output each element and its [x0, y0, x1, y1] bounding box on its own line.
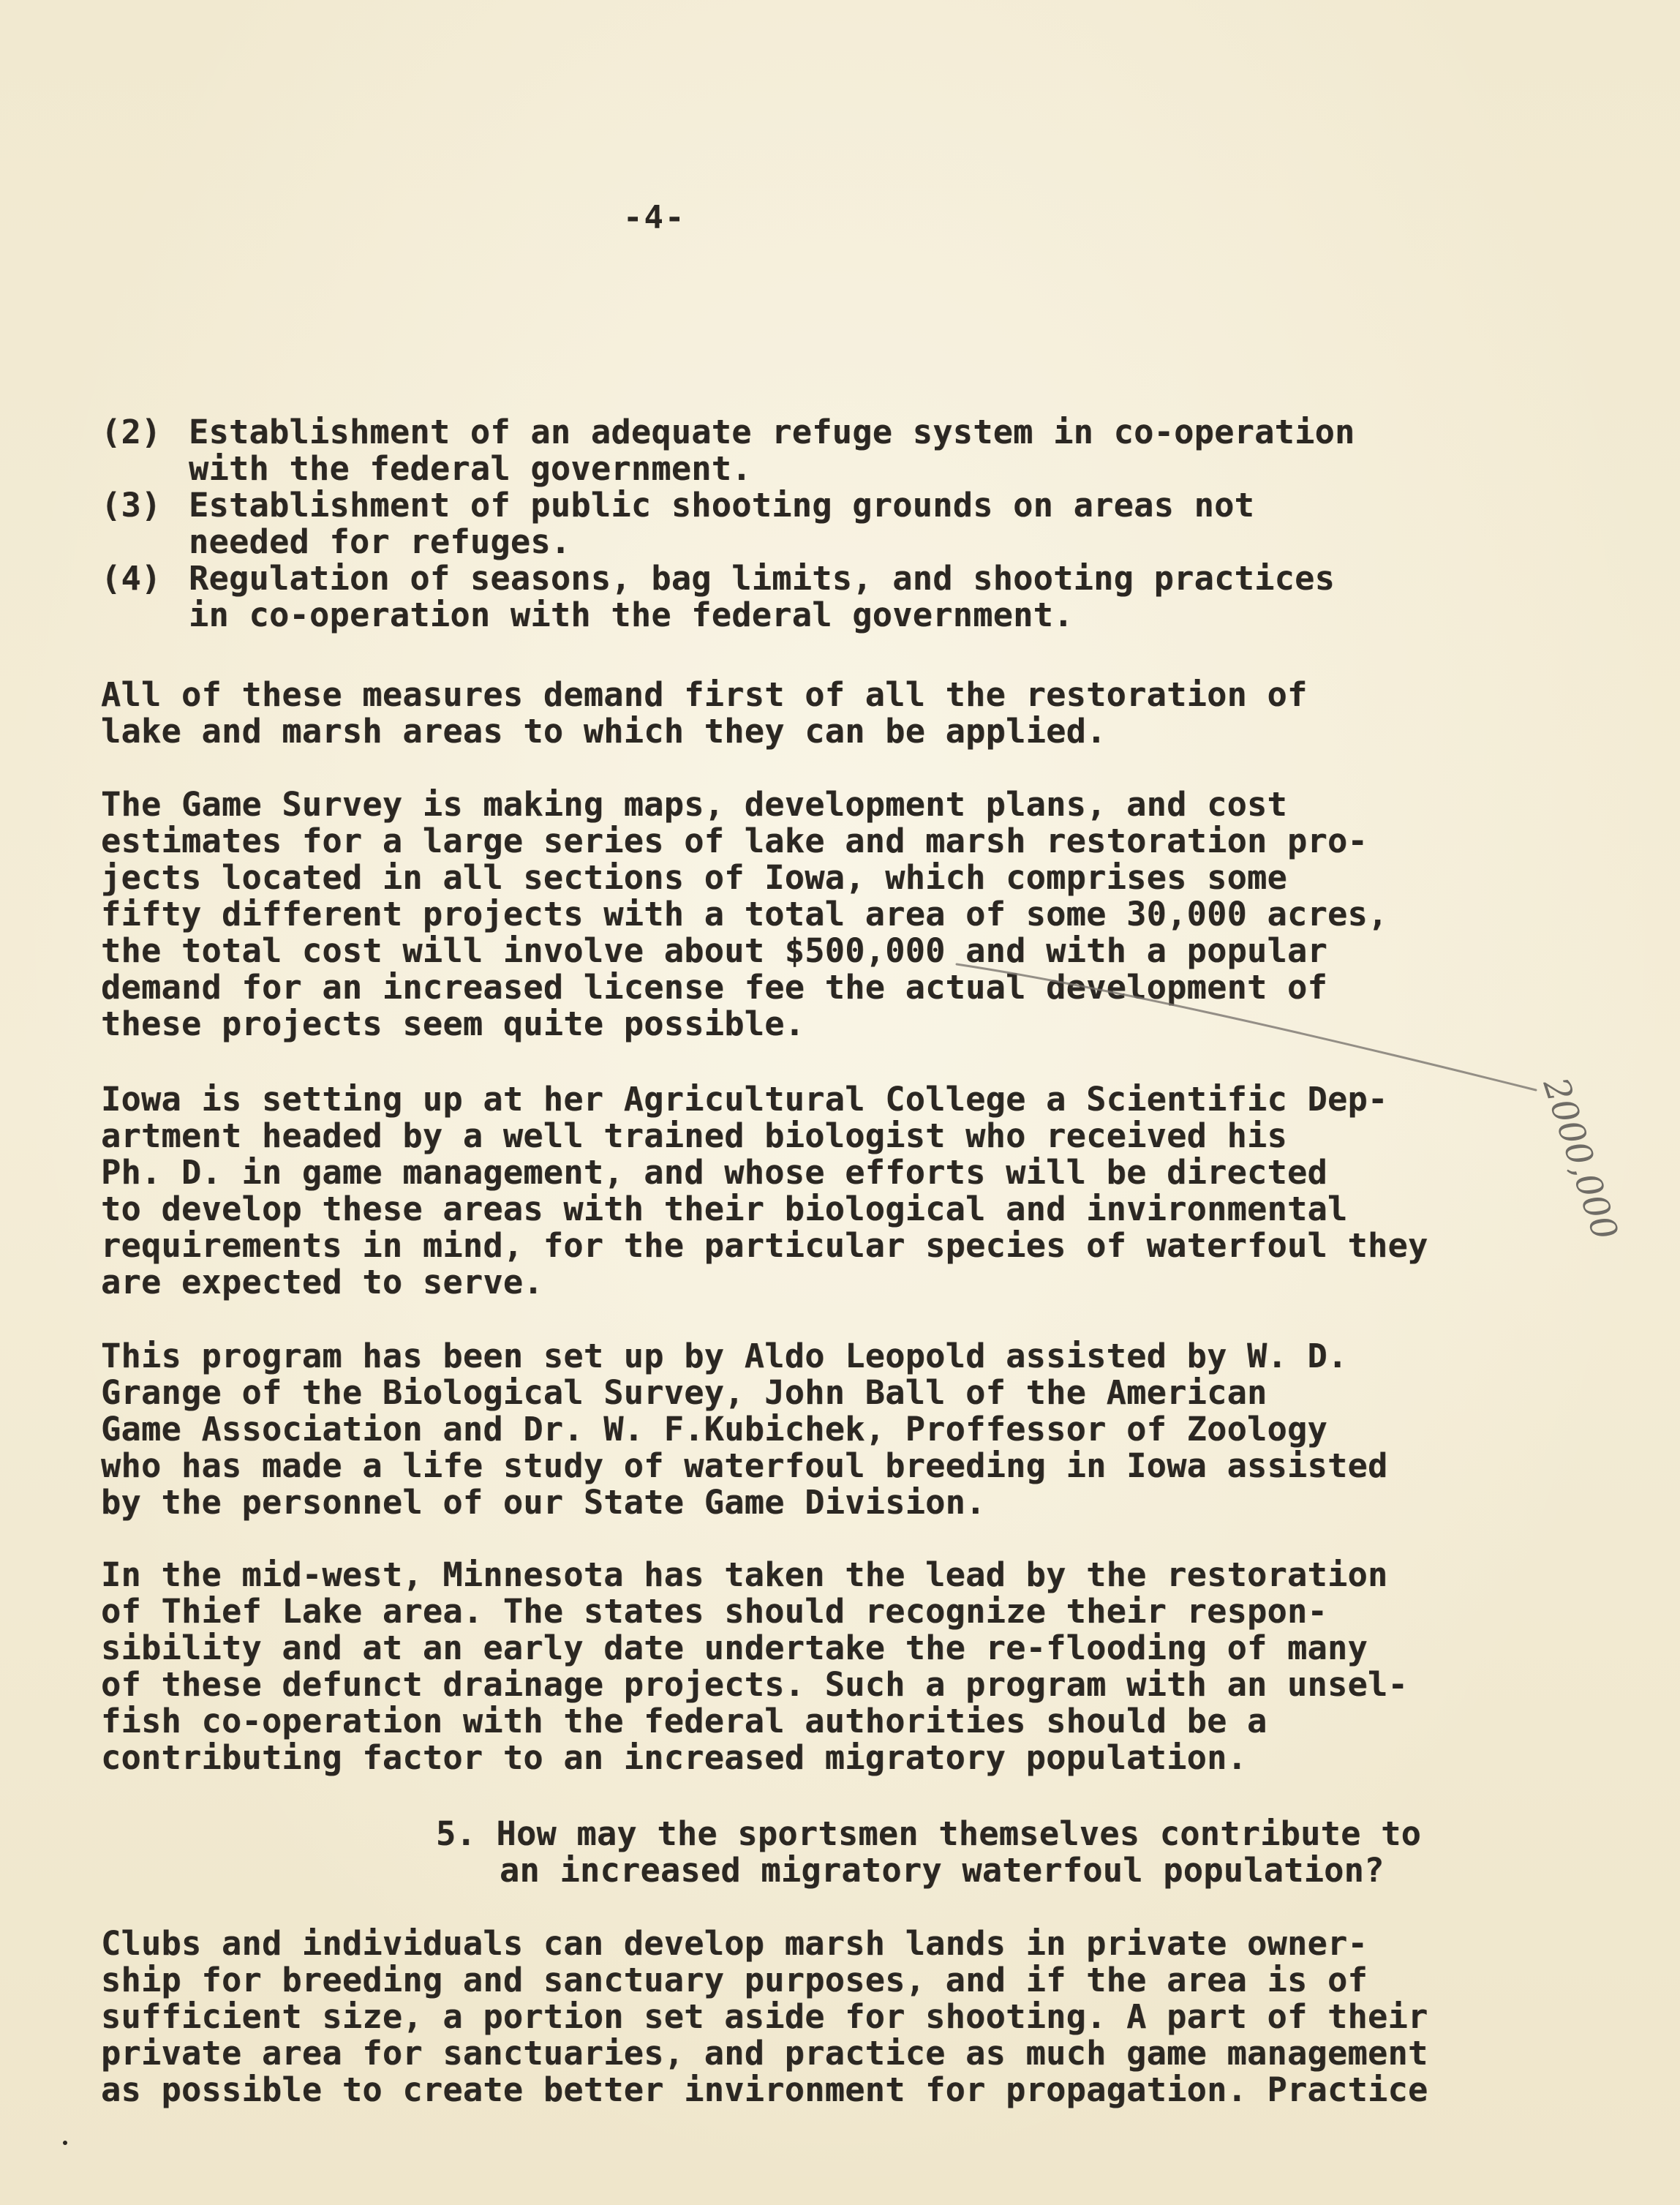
paragraph-line: of Thief Lake area. The states should recognize their respon-	[101, 1592, 1328, 1631]
list-item-text: with the federal government.	[189, 449, 752, 488]
list-item-number: (4)	[101, 559, 162, 598]
paragraph-line: In the mid-west, Minnesota has taken the lead by the restoration	[101, 1555, 1388, 1594]
paragraph-line: are expected to serve.	[101, 1263, 543, 1301]
paragraph-line: these projects seem quite possible.	[101, 1004, 805, 1043]
pencil-annotation-stroke	[951, 958, 1551, 1097]
paragraph-line: The Game Survey is making maps, development plans, and cost	[101, 785, 1288, 824]
list-item-line	[101, 597, 1578, 634]
list-item-line	[101, 414, 1578, 451]
ink-speck	[63, 2141, 67, 2145]
paragraph-line: Clubs and individuals can develop marsh lands in private owner-	[101, 1924, 1368, 1963]
paragraph-line: who has made a life study of waterfoul breeding in Iowa assisted	[101, 1446, 1388, 1485]
paragraph-line: requirements in mind, for the particular species of waterfoul they	[101, 1226, 1428, 1265]
paragraph-line: Iowa is setting up at her Agricultural College a Scientific Dep-	[101, 1080, 1388, 1119]
paragraph-line: of these defunct drainage projects. Such a program with an unsel-	[101, 1665, 1408, 1704]
paragraph-line: demand for an increased license fee the actual development of	[101, 968, 1328, 1007]
paragraph-line: lake and marsh areas to which they can be applied.	[101, 712, 1107, 751]
list-item	[101, 414, 1578, 487]
paragraph-line: fifty different projects with a total area of some 30,000 acres,	[101, 895, 1388, 934]
paragraph-line: private area for sanctuaries, and practice as much game management	[101, 2034, 1428, 2073]
list-item-line	[101, 524, 1578, 560]
paragraph	[101, 1557, 1578, 1776]
paragraph-line: Grange of the Biological Survey, John Ball of the American	[101, 1373, 1267, 1412]
paragraph-line: Ph. D. in game management, and whose efforts will be directed	[101, 1153, 1328, 1192]
paragraph-line: the total cost will involve about $500,000 and with a popular	[101, 931, 1328, 970]
paragraph-line: jects located in all sections of Iowa, which comprises some	[101, 858, 1288, 897]
page-number: -4-	[623, 199, 686, 236]
list-item-text: Establishment of public shooting grounds on areas not	[189, 486, 1255, 525]
list-item	[101, 560, 1578, 634]
list-item-text: needed for refuges.	[189, 522, 571, 561]
paragraph-line: by the personnel of our State Game Division.	[101, 1483, 986, 1522]
list-item-number: (3)	[101, 486, 162, 525]
paragraph-line: Game Association and Dr. W. F.Kubichek, Proffessor of Zoology	[101, 1410, 1328, 1449]
margin-note	[1536, 1068, 1624, 1310]
paragraph-line: artment headed by a well trained biologist who received his	[101, 1116, 1288, 1155]
section-heading-line	[436, 1852, 1606, 1889]
section-heading-text: an increased migratory waterfoul population?	[500, 1851, 1385, 1890]
margin-note-text: 2000,000	[1534, 1073, 1626, 1245]
paragraph-line: contributing factor to an increased migratory population.	[101, 1738, 1248, 1777]
list-item-text: Establishment of an adequate refuge system in co-operation	[189, 413, 1355, 451]
paragraph	[101, 1081, 1578, 1301]
paragraph-line: estimates for a large series of lake and marsh restoration pro-	[101, 822, 1368, 860]
paragraph-line: ship for breeding and sanctuary purposes, and if the area is of	[101, 1961, 1368, 1999]
list-item-line	[101, 487, 1578, 524]
list-item-number: (2)	[101, 413, 162, 451]
list-item-line	[101, 560, 1578, 597]
list-item-text: Regulation of seasons, bag limits, and shooting practices	[189, 559, 1336, 598]
section-heading	[436, 1816, 1606, 1889]
paragraph-line: sibility and at an early date undertake the re-flooding of many	[101, 1629, 1368, 1667]
pencil-stroke-svg	[951, 958, 1551, 1097]
list-item-line	[101, 451, 1578, 487]
list-item	[101, 487, 1578, 560]
list-item-text: in co-operation with the federal government.	[189, 596, 1074, 634]
paragraph-line: to develop these areas with their biological and invironmental	[101, 1190, 1348, 1228]
section-heading-line: 5. How may the sportsmen themselves contribute to	[436, 1814, 1422, 1853]
paragraph-line: fish co-operation with the federal authorities should be a	[101, 1702, 1267, 1740]
paragraph-line: as possible to create better invironment for propagation. Practice	[101, 2070, 1428, 2109]
paragraph-line: This program has been set up by Aldo Leopold assisted by W. D.	[101, 1337, 1348, 1375]
paragraph	[101, 677, 1578, 750]
paragraph	[101, 1338, 1578, 1521]
margin-note-svg	[1536, 1068, 1624, 1310]
paragraph-line: sufficient size, a portion set aside for shooting. A part of their	[101, 1997, 1428, 2036]
numbered-list	[101, 414, 1578, 634]
paragraph	[101, 1926, 1578, 2108]
paragraph-line: All of these measures demand first of all the restoration of	[101, 675, 1308, 714]
